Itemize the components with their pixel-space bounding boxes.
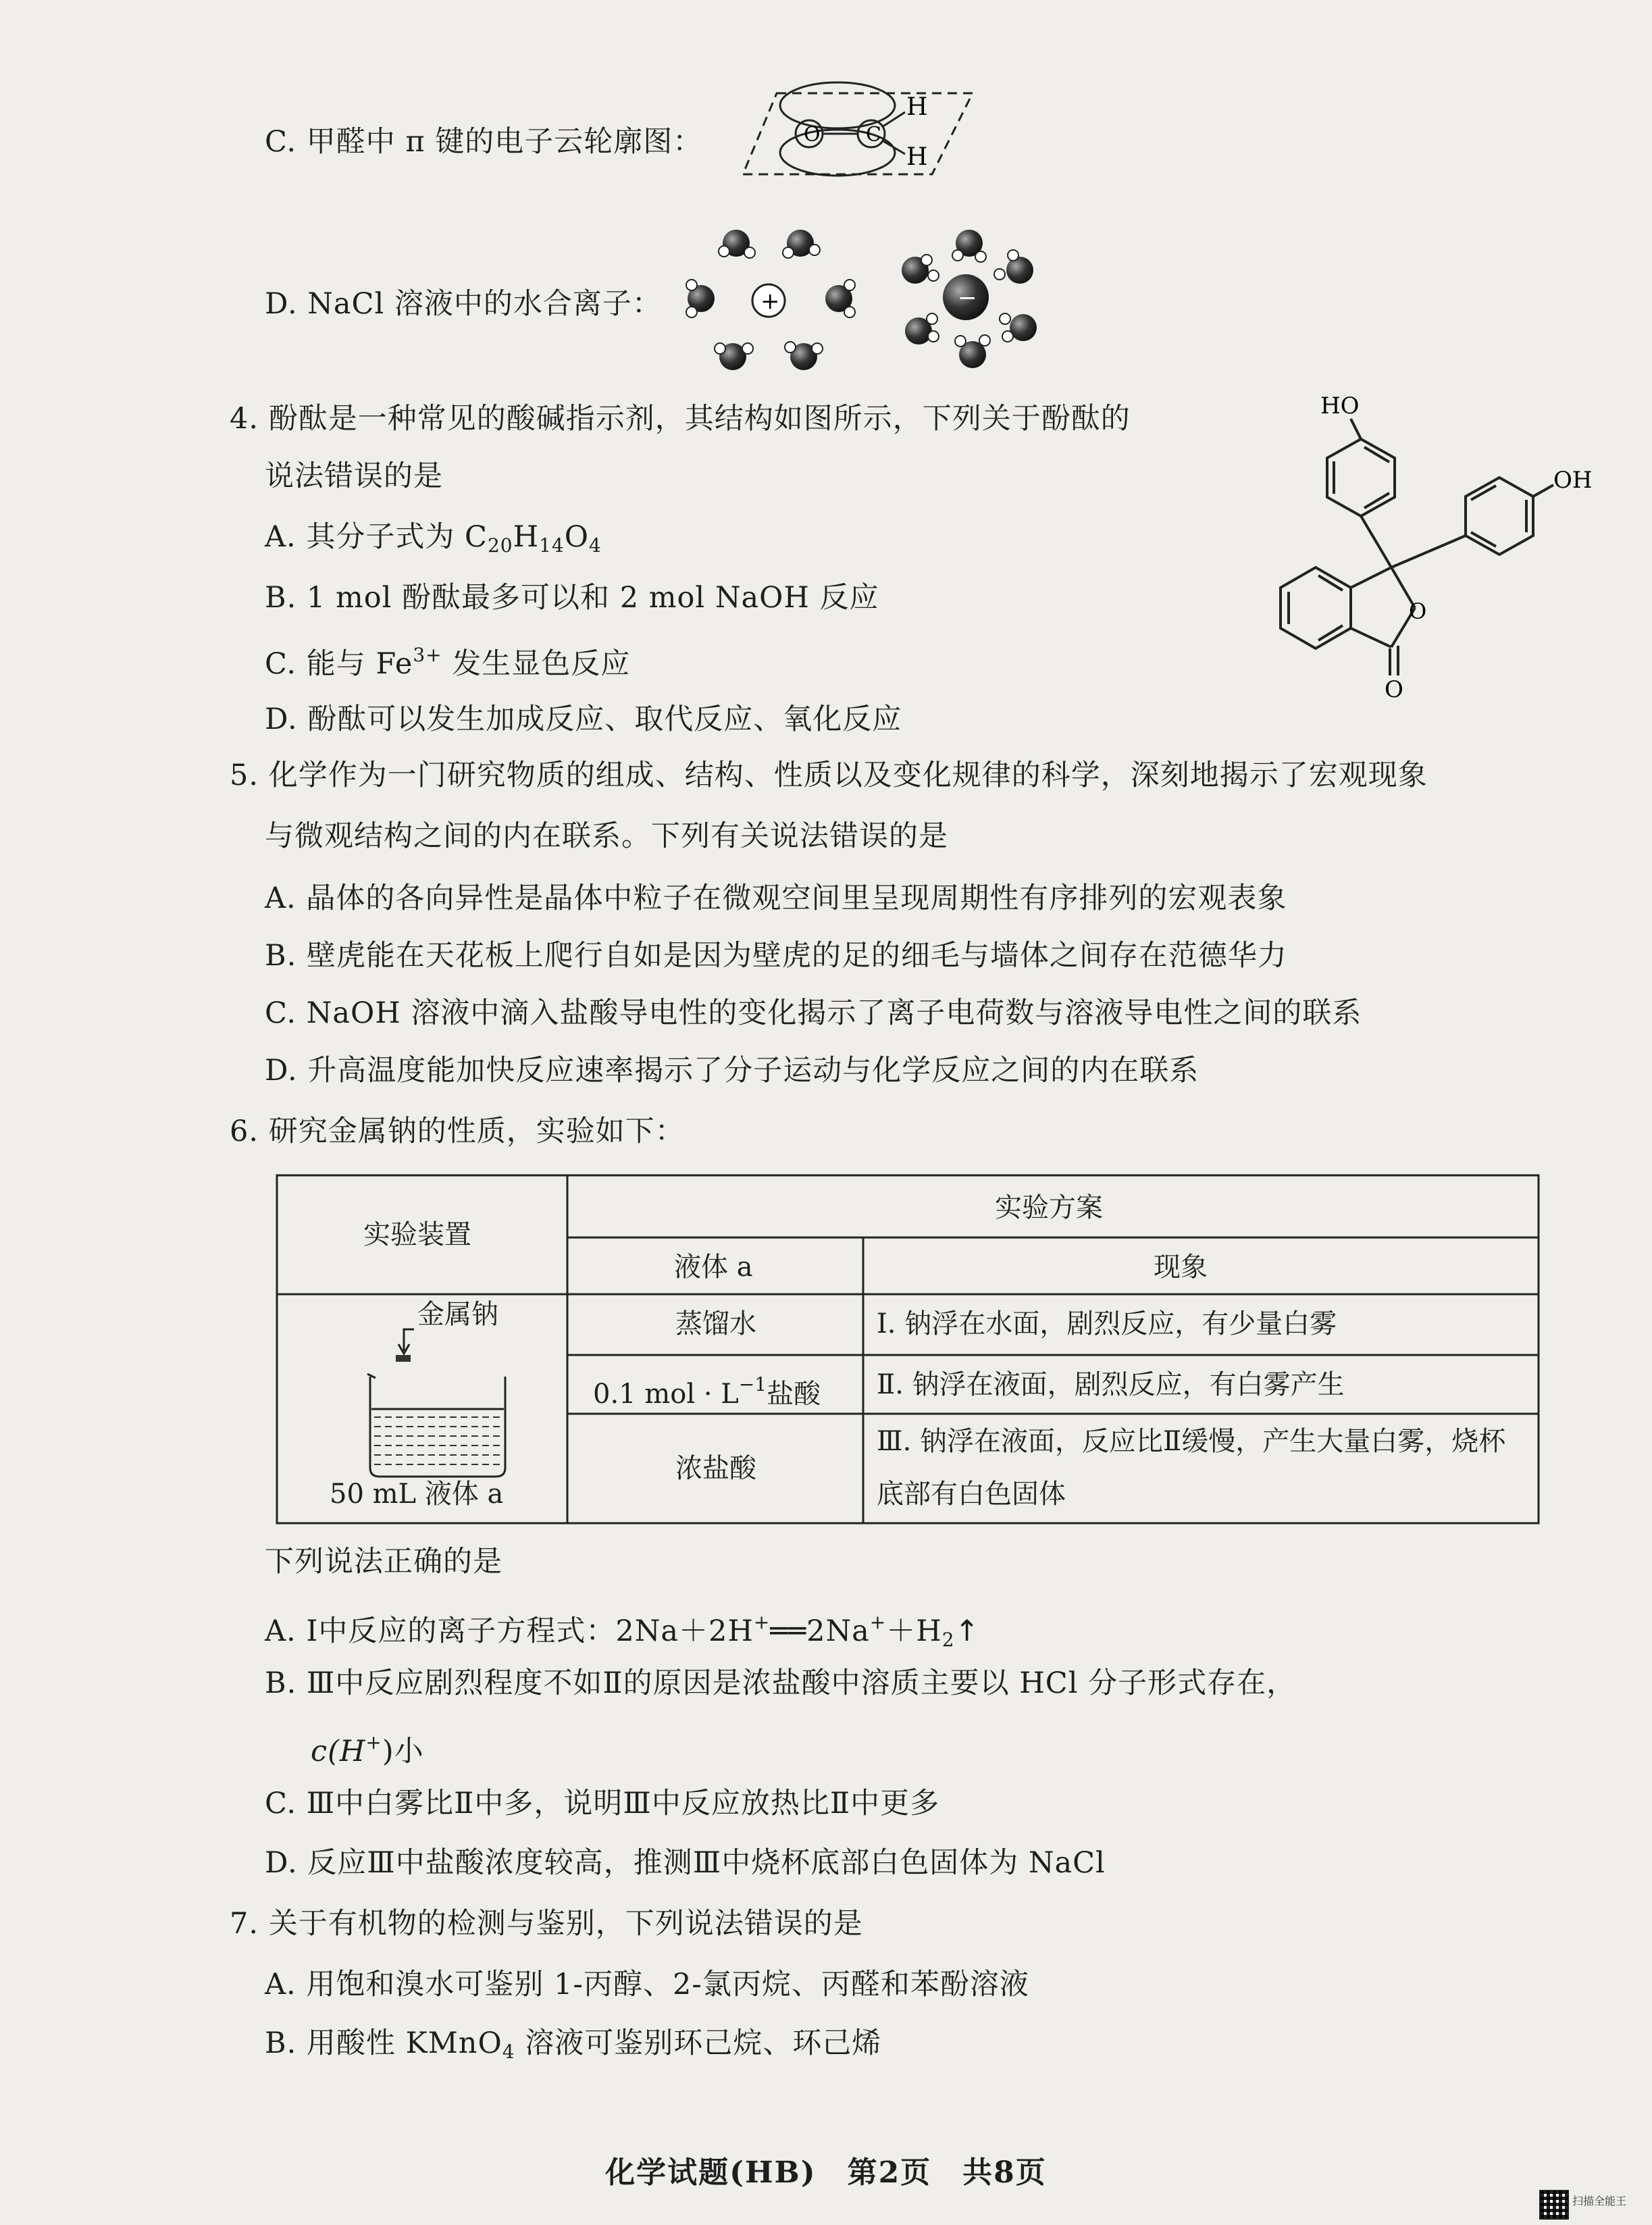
struct-ring-o: O [1409,598,1427,624]
apparatus-sodium-label: 金属钠 [417,1299,498,1330]
row2-phenomenon: Ⅱ. 钠浮在液面，剧烈反应，有白雾产生 [877,1369,1345,1400]
th-liquid: 液体 a [674,1252,753,1283]
th-phenomenon: 现象 [1154,1252,1208,1283]
th-apparatus: 实验装置 [363,1219,471,1250]
phenolphthalein-structure [1256,385,1594,702]
q6-question: 下列说法正确的是 [265,1545,502,1579]
q3-option-c: C. 甲醛中 π 键的电子云轮廓图： [265,125,703,159]
row1-phenomenon: Ⅰ. 钠浮在水面，剧烈反应，有少量白雾 [877,1308,1337,1339]
row3-phenomenon-line1: Ⅲ. 钠浮在液面，反应比Ⅱ缓慢，产生大量白雾，烧杯 [877,1426,1506,1457]
qr-code-icon [1539,2190,1569,2220]
scanner-watermark: 扫描全能王 [1572,2195,1627,2207]
pi-label-o: O [804,123,821,147]
q4-option-b: B. 1 mol 酚酞最多可以和 2 mol NaOH 反应 [265,581,879,615]
q5-option-a: A. 晶体的各向异性是晶体中粒子在微观空间里呈现周期性有序排列的宏观表象 [265,881,1287,915]
q6-option-a: A. Ⅰ中反应的离子方程式：$2Na+2H^+══2Na^++H_2↑$ [265,1611,980,1651]
q3-option-d: D. NaCl 溶液中的水合离子： [265,287,662,321]
hydrated-ions-diagram [682,223,1060,378]
page-footer: 化学试题(HB) 第2页 共8页 [605,2155,1047,2190]
pi-label-h1: H [906,93,928,121]
th-plan: 实验方案 [995,1192,1103,1223]
q5-option-b: B. 壁虎能在天花板上爬行自如是因为壁虎的足的细毛与墙体之间存在范德华力 [265,939,1287,973]
anion-minus-sign: − [958,284,977,311]
q7-stem: 7. 关于有机物的检测与鉴别，下列说法错误的是 [230,1907,863,1941]
row2-liquid: 0.1 mol · $L^{-1}$盐酸 [593,1373,821,1410]
experiment-table [276,1174,1541,1525]
anion-cluster [902,230,1037,368]
struct-oh-top: HO [1320,392,1360,419]
q4-stem-line2: 说法错误的是 [265,459,443,493]
q6-stem: 6. 研究金属钠的性质，实验如下： [230,1115,685,1148]
row3-phenomenon-line2: 底部有白色固体 [877,1479,1066,1510]
q7-option-a: A. 用饱和溴水可鉴别 1-丙醇、2-氯丙烷、丙醛和苯酚溶液 [265,1968,1029,2001]
cation-cluster [686,230,855,370]
q4-stem-line1: 4. 酚酞是一种常见的酸碱指示剂，其结构如图所示，下列关于酚酞的 [230,402,1131,436]
row1-liquid: 蒸馏水 [675,1308,756,1339]
pi-label-c: C [866,123,881,147]
q6-option-b-line2: c(H+)小 [311,1731,424,1768]
struct-carbonyl-o: O [1385,676,1403,702]
pi-bond-diagram [736,73,979,188]
q4-option-c: C. 能与 $Fe^{3+}$ 发生显色反应 [265,644,631,681]
q7-option-b: B. 用酸性 KMnO$_4$ 溶液可鉴别环己烷、环己烯 [265,2026,882,2063]
q6-option-d: D. 反应Ⅲ中盐酸浓度较高，推测Ⅲ中烧杯底部白色固体为 NaCl [265,1846,1106,1880]
q4-option-a: A. 其分子式为 $C_{20}H_{14}O_4$ [265,520,602,557]
row3-liquid: 浓盐酸 [675,1453,756,1484]
q5-option-d: D. 升高温度能加快反应速率揭示了分子运动与化学反应之间的内在联系 [265,1054,1199,1088]
pi-label-h2: H [906,143,928,171]
q5-stem-line2: 与微观结构之间的内在联系。下列有关说法错误的是 [265,819,948,853]
q5-option-c: C. NaOH 溶液中滴入盐酸导电性的变化揭示了离子电荷数与溶液导电性之间的联系 [265,996,1362,1030]
struct-oh-right: OH [1553,467,1593,494]
q6-option-b-line1: B. Ⅲ中反应剧烈程度不如Ⅱ的原因是浓盐酸中溶质主要以 HCl 分子形式存在， [265,1666,1297,1700]
q6-option-c: C. Ⅲ中白雾比Ⅱ中多，说明Ⅲ中反应放热比Ⅱ中更多 [265,1787,940,1820]
beaker-apparatus [336,1302,539,1485]
q4-option-d: D. 酚酞可以发生加成反应、取代反应、氧化反应 [265,702,902,736]
q5-stem-line1: 5. 化学作为一门研究物质的组成、结构、性质以及变化规律的科学，深刻地揭示了宏观现象 [230,759,1428,792]
apparatus-volume-label: 50 mL 液体 a [330,1479,504,1510]
cation-plus-sign: + [760,288,780,315]
